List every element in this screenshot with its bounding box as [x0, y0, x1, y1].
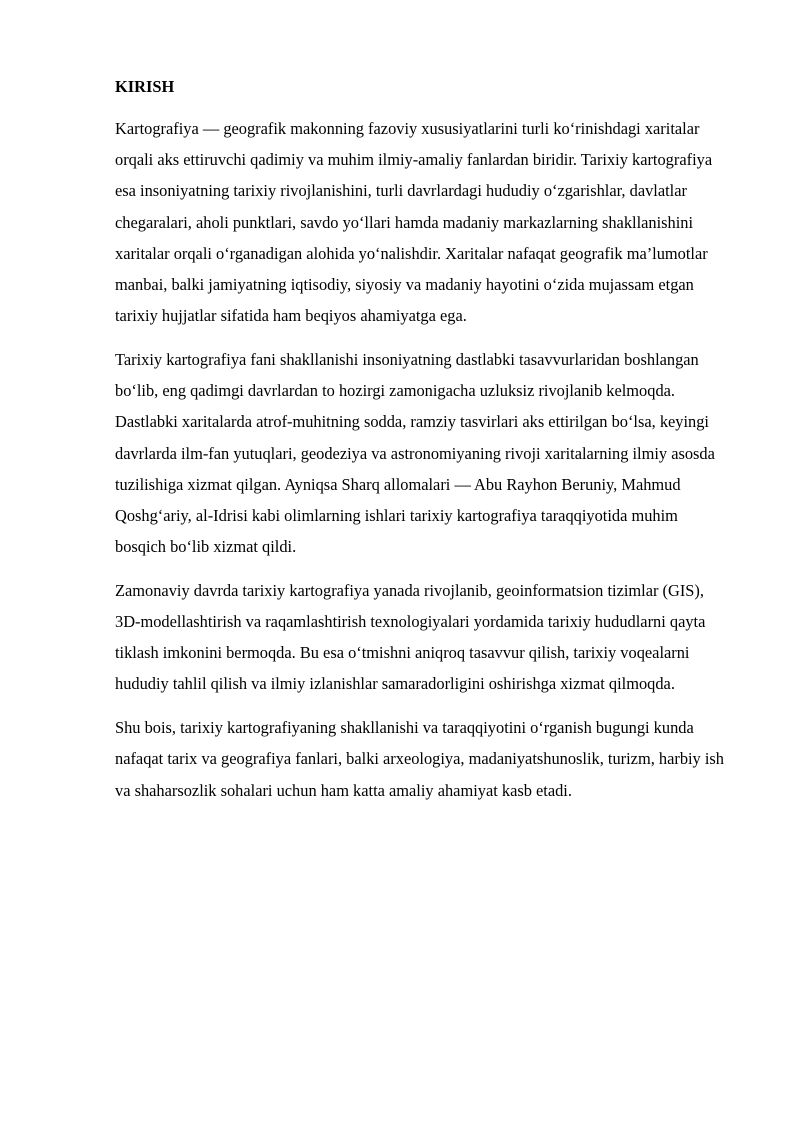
- paragraph-4: Shu bois, tarixiy kartografiyaning shakllanishi va taraqqiyotini o‘rganish bugungi kunda nafaqat tarix va geografiya fanlari, balki arxeologiya, madaniyatshunoslik, turizm, harbiy ish va shaharsozlik sohalari uchun ham katta amaliy ahamiyat kasb etadi.: [115, 718, 724, 800]
- document-body: [115, 74, 729, 818]
- paragraph-1: Kartografiya — geografik makonning fazoviy xususiyatlarini turli ko‘rinishdagi xaritalar orqali aks ettiruvchi qadimiy va muhim ilmiy-amaliy fanlardan biridir. Tarixiy kartografiya esa insoniyatning tarixiy rivojlanishini, turli davrlardagi hududiy o‘zgarishlar, davlatlar chegaralari, aholi punktlari, savdo yo‘llari hamda madaniy markazlarning shakllanishini xaritalar orqali o‘rganadigan alohida yo‘nalishdir. Xaritalar nafaqat geografik ma’lumotlar manbai, balki jamiyatning iqtisodiy, siyosiy va madaniy hayotini o‘zida mujassam etgan tarixiy hujjatlar sifatida ham beqiyos ahamiyatga ega.: [115, 119, 713, 326]
- paragraph-3: Zamonaviy davrda tarixiy kartografiya yanada rivojlanib, geoinformatsion tizimlar (GIS), 3D-modellashtirish va raqamlashtirish texnologiyalari yordamida tarixiy hududlarni qayta tiklash imkonini bermoqda. Bu esa o‘tmishni aniqroq tasavvur qilish, tarixiy voqealarni hududiy tahlil qilish va ilmiy izlanishlar samaradorligini oshirishga xizmat qilmoqda.: [115, 580, 706, 694]
- section-heading: KIRISH: [115, 77, 175, 96]
- paragraph-2: Tarixiy kartografiya fani shakllanishi insoniyatning dastlabki tasavvurlaridan boshlangan bo‘lib, eng qadimgi davrlardan to hozirgi zamonigacha uzluksiz rivojlanib kelmoqda. Dastlabki xaritalarda atrof-muhitning sodda, ramziy tasvirlari aks ettirilgan bo‘lsa, keyingi davrlarda ilm-fan yutuqlari, geodeziya va astronomiyaning rivoji xaritalarning ilmiy asosda tuzilishiga xizmat qilgan. Ayniqsa Sharq allomalari — Abu Rayhon Beruniy, Mahmud Qoshg‘ariy, al-Idrisi kabi olimlarning ishlari tarixiy kartografiya taraqqiyotida muhim bosqich bo‘lib xizmat qildi.: [115, 349, 715, 557]
